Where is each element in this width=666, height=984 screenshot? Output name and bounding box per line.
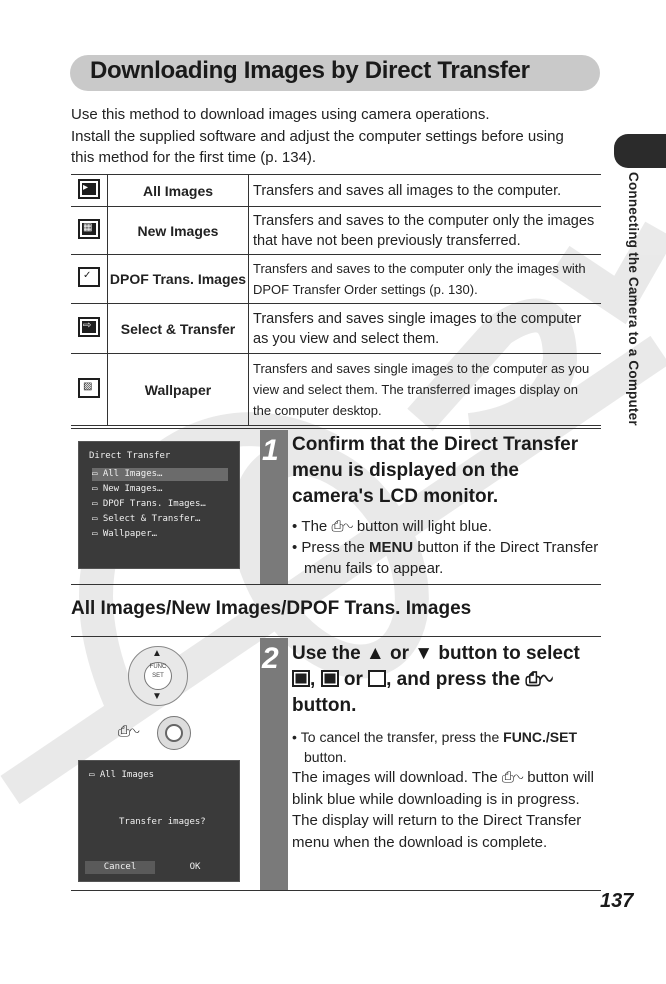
intro-text — [71, 104, 611, 169]
print-share-icon: ⎙∿ — [118, 723, 140, 740]
table-row — [71, 207, 601, 255]
table-row — [71, 354, 601, 426]
mode-desc: Transfers and saves to the computer only the images that have not been previously transferred. — [249, 207, 602, 255]
lcd-menu-item: ▭ All Images… — [92, 468, 228, 481]
section-heading: All Images/New Images/DPOF Trans. Images — [71, 598, 472, 619]
print-share-icon: ⎙∿ — [525, 669, 553, 690]
step-bullets — [292, 516, 602, 579]
lcd-cancel-button: Cancel — [85, 861, 155, 874]
transfer-modes-table — [71, 174, 601, 426]
bullet-item: • Press the MENU button if the Direct Transfer menu fails to appear. — [292, 539, 599, 577]
bullet-item: • To cancel the transfer, press the FUNC./SET button. — [292, 729, 578, 765]
step-number: 1 — [262, 434, 279, 467]
mode-name: All Images — [108, 175, 249, 207]
dpof-images-icon: ✓ — [78, 267, 100, 287]
mode-desc: Transfers and saves single images to the computer as you view and select them. The transferred images display on the computer desktop. — [249, 354, 602, 426]
control-dial-icon — [128, 646, 188, 706]
lcd-menu-item: ▭ Wallpaper… — [92, 529, 158, 539]
mode-name: New Images — [108, 207, 249, 255]
divider — [71, 636, 601, 637]
lcd-screen — [78, 760, 240, 882]
up-arrow-icon: ▲ — [365, 643, 385, 664]
lcd-question: Transfer images? — [119, 817, 206, 827]
up-arrow-icon: ▲ — [152, 648, 162, 659]
lcd-menu-item: ▭ Select & Transfer… — [92, 514, 201, 524]
dpof-images-icon — [368, 670, 386, 687]
step-paragraph: The images will download. The ⎙∿ button will blink blue while downloading is in progress. The display will return to the Direct Transfer menu when the download is complete. — [292, 769, 594, 851]
mode-desc: Transfers and saves single images to the computer as you view and select them. — [249, 304, 602, 354]
wallpaper-icon: ▨ — [78, 378, 100, 398]
step-title: Use the ▲ or ▼ button to select , or , and press the ⎙∿ button. — [292, 643, 580, 716]
mode-name: DPOF Trans. Images — [108, 255, 249, 304]
all-images-icon — [292, 670, 310, 687]
print-share-icon: ⎙∿ — [501, 769, 524, 786]
select-transfer-icon: ⇨ — [78, 317, 100, 337]
print-share-button-icon — [157, 716, 191, 750]
down-arrow-icon: ▼ — [414, 643, 434, 664]
table-row — [71, 175, 601, 207]
lcd-menu-item: ▭ DPOF Trans. Images… — [92, 499, 206, 509]
step-number: 2 — [262, 642, 279, 675]
table-row — [71, 255, 601, 304]
lcd-menu-item: ▭ New Images… — [92, 484, 163, 494]
mode-name: Select & Transfer — [108, 304, 249, 354]
page-title: Downloading Images by Direct Transfer — [90, 57, 530, 84]
mode-desc: Transfers and saves to the computer only the images with DPOF Transfer Order settings (p. 130). — [249, 255, 602, 304]
divider — [71, 428, 601, 429]
intro-line: Use this method to download images using camera operations. — [71, 106, 490, 123]
bullet-item: • The ⎙∿ button will light blue. — [292, 518, 492, 535]
lcd-ok-button: OK — [189, 862, 201, 872]
page-number: 137 — [600, 890, 634, 912]
down-arrow-icon: ▼ — [152, 691, 162, 702]
divider — [71, 890, 601, 891]
intro-line: Install the supplied software and adjust the computer settings before using — [71, 127, 564, 145]
intro-line: this method for the first time (p. 134). — [71, 149, 317, 166]
chapter-tab — [614, 134, 666, 168]
all-images-icon: ▸ — [78, 179, 100, 199]
print-share-icon: ⎙∿ — [331, 518, 353, 535]
new-images-icon — [321, 670, 339, 687]
divider — [71, 584, 601, 585]
table-row — [71, 304, 601, 354]
step-title: Confirm that the Direct Transfer menu is displayed on the camera's LCD monitor. — [292, 434, 579, 507]
lcd-header: Direct Transfer — [89, 451, 171, 461]
lcd-screen — [78, 441, 240, 569]
lcd-header: ▭ All Images — [89, 770, 155, 780]
mode-desc: Transfers and saves all images to the computer. — [249, 175, 602, 207]
chapter-label: Connecting the Camera to a Computer — [626, 172, 641, 426]
new-images-icon: ▦ — [78, 219, 100, 239]
func-set-button: FUNC SET — [144, 662, 172, 690]
mode-name: Wallpaper — [108, 354, 249, 426]
